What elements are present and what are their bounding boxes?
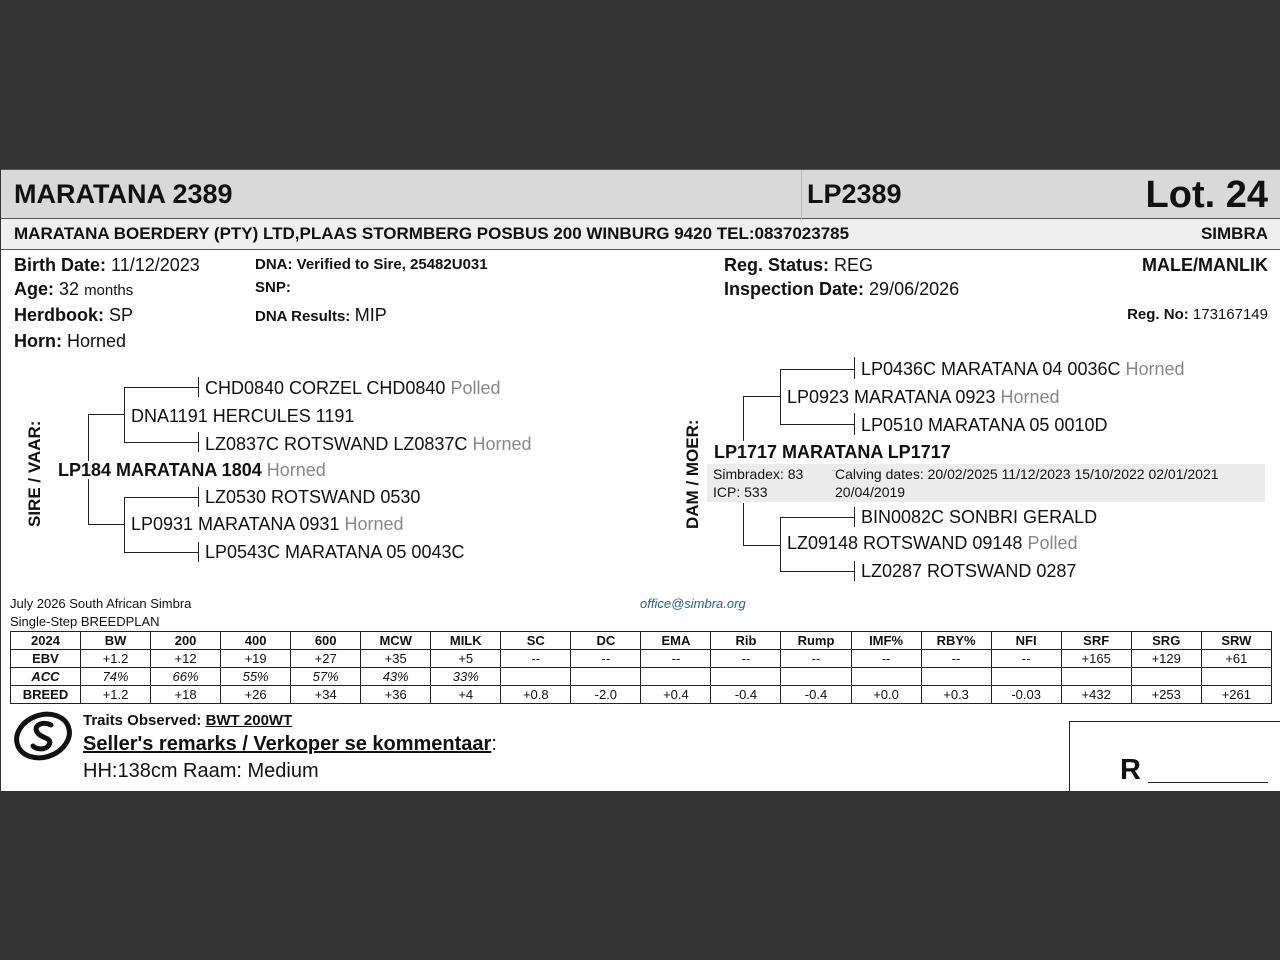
ebv-header-cell: MCW [361,632,431,650]
dna-results-value: MIP [354,305,387,325]
ebv-header-cell: SRG [1131,632,1201,650]
ebv-cell: +0.4 [641,686,711,704]
sire-ss-horn: Polled [450,378,501,398]
dna-results-label: DNA Results: [255,308,351,325]
lot-card [1,169,1280,791]
ebv-cell: +0.8 [501,686,571,704]
ebv-header-cell: 200 [151,632,221,650]
ebv-header-cell: BW [81,632,151,650]
dam-ss-horn: Horned [1125,359,1185,379]
age-value: 32 [59,279,80,299]
ebv-header-cell: Rib [711,632,781,650]
currency-label: R [1120,754,1141,786]
reg-no-label: Reg. No: [1127,306,1189,323]
sire-ss-name: CHD0840 CORZEL CHD0840 [205,378,446,398]
ebv-header-cell: 400 [221,632,291,650]
icp: ICP: 533 [713,484,768,500]
sire-ss [205,378,501,399]
sire-side-label: SIRE / VAAR: [25,420,44,527]
ebv-cell: 55% [221,668,291,686]
ebv-cell: +261 [1201,686,1271,704]
ebv-cell: +5 [431,650,501,668]
ebv-cell: -0.03 [991,686,1061,704]
inspection-date [724,279,959,300]
ebv-cell [991,668,1061,686]
table-row [11,686,1272,704]
simbra-logo-icon [13,709,73,761]
ebv-row-label: BREED [11,686,81,704]
ebv-cell: -- [641,650,711,668]
ebv-cell: -- [711,650,781,668]
sire-dd: LP0543C MARATANA 05 0043C [205,542,465,562]
reg-status [724,255,873,276]
dam-sire-horn: Horned [1000,387,1060,407]
dna-results [255,305,387,326]
ebv-cell [501,668,571,686]
ebv-cell [781,668,851,686]
birth-date [14,255,200,276]
herdbook-label: Herdbook: [14,305,104,325]
dam-dd: LZ0287 ROTSWAND 0287 [861,561,1077,581]
reg-status-label: Reg. Status: [724,255,830,275]
reg-status-value: REG [834,255,874,275]
traits-label: Traits Observed: [83,712,202,729]
sire-sd [205,434,532,455]
email-link[interactable]: office@simbra.org [640,596,746,611]
sire-sd-horn: Horned [472,434,532,454]
ebv-header-cell: SC [501,632,571,650]
dam-side-label: DAM / MOER: [683,419,702,529]
traits-value: BWT 200WT [205,712,293,729]
calving-dates-2: 20/04/2019 [835,484,906,500]
ebv-cell: +1.2 [81,650,151,668]
ebv-header-cell: NFI [991,632,1061,650]
ebv-cell [921,668,991,686]
ebv-header-cell: 2024 [11,632,81,650]
simbradex: Simbradex: 83 [713,466,804,482]
ebv-cell: -- [501,650,571,668]
sire-main-horn: Horned [266,460,326,480]
ebv-cell: -- [851,650,921,668]
sire-ds: LZ0530 ROTSWAND 0530 [205,487,421,507]
sex: MALE/MANLIK [1142,255,1268,275]
ebv-cell: +34 [291,686,361,704]
dam-sd: LP0510 MARATANA 05 0010D [861,415,1108,435]
dam-ds: BIN0082C SONBRI GERALD [861,507,1098,527]
ebv-cell: -- [921,650,991,668]
reg-no-value: 173167149 [1192,306,1268,323]
ebv-header-cell: IMF% [851,632,921,650]
sire-sire: DNA1191 HERCULES 1191 [131,406,355,426]
dam-ss-name: LP0436C MARATANA 04 0036C [861,359,1121,379]
ebv-cell: 33% [431,668,501,686]
lot-number: Lot. 24 [1145,174,1268,216]
ebv-cell [641,668,711,686]
sire-main-name: LP184 MARATANA 1804 [58,460,262,480]
horn-label: Horn: [14,331,62,351]
ebv-cell: -0.4 [781,686,851,704]
seller-remarks-heading [83,733,497,756]
inspection-date-label: Inspection Date: [724,279,865,299]
ebv-table [10,631,1272,704]
ebv-cell: +18 [151,686,221,704]
dam-main: LP1717 MARATANA LP1717 [714,442,951,462]
sire-sd-name: LZ0837C ROTSWAND LZ0837C [205,434,468,454]
dam-ss [861,359,1185,380]
owner-bar [1,219,1280,250]
age-label: Age: [14,279,54,299]
ebv-header-cell: EMA [641,632,711,650]
ebv-cell [1061,668,1131,686]
traits-observed [83,712,292,729]
dam-sire-name: LP0923 MARATANA 0923 [787,387,996,407]
table-row [11,650,1272,668]
ebv-cell: 57% [291,668,361,686]
ebv-header-cell: 600 [291,632,361,650]
ebv-cell: +19 [221,650,291,668]
price-line [1148,782,1268,783]
ebv-cell: +432 [1061,686,1131,704]
ebv-cell: +26 [221,686,291,704]
ebv-title-1: July 2026 South African Simbra [10,596,192,611]
seller-remarks-colon: : [491,733,497,755]
ebv-cell: -- [571,650,641,668]
dam-dam-name: LZ09148 ROTSWAND 09148 [787,533,1023,553]
age-unit: months [84,282,134,299]
animal-id: LP2389 [807,179,902,209]
seller-remarks-label: Seller's remarks / Verkoper se kommentaar [83,733,492,755]
ebv-cell: +27 [291,650,361,668]
table-row [11,668,1272,686]
ebv-row-label: EBV [11,650,81,668]
ebv-cell: +129 [1131,650,1201,668]
ebv-cell [711,668,781,686]
ebv-cell [571,668,641,686]
ebv-cell: +165 [1061,650,1131,668]
price-box [1069,721,1280,791]
ebv-cell: 66% [151,668,221,686]
ebv-cell [851,668,921,686]
ebv-cell: 74% [81,668,151,686]
ebv-cell: +4 [431,686,501,704]
calving-dates: Calving dates: 20/02/2025 11/12/2023 15/10/2022 02/01/2021 [835,466,1219,482]
ebv-cell [1201,668,1271,686]
ebv-header-cell: SRF [1061,632,1131,650]
sire-main [58,460,326,481]
herdbook [14,305,133,326]
sire-dam-horn: Horned [344,514,404,534]
sire-dam [131,514,404,535]
owner-text: MARATANA BOERDERY (PTY) LTD,PLAAS STORMBERG POSBUS 200 WINBURG 9420 TEL:0837023785 [14,224,850,243]
ebv-cell: -- [781,650,851,668]
dam-sire [787,387,1060,408]
ebv-cell: +253 [1131,686,1201,704]
seller-remarks: HH:138cm Raam: Medium [83,760,319,782]
ebv-header-cell: SRW [1201,632,1271,650]
ebv-header-cell: Rump [781,632,851,650]
birth-date-value: 11/12/2023 [111,255,200,275]
ebv-title-2: Single-Step BREEDPLAN [10,614,160,629]
ebv-cell: +36 [361,686,431,704]
breed-label: SIMBRA [1200,224,1268,243]
ebv-header-cell: RBY% [921,632,991,650]
ebv-cell: -2.0 [571,686,641,704]
snp: SNP: [255,279,291,296]
ebv-cell: 43% [361,668,431,686]
ebv-header-cell: DC [571,632,641,650]
ebv-cell: +61 [1201,650,1271,668]
ebv-cell: +12 [151,650,221,668]
reg-no [1127,306,1268,323]
horn-value: Horned [67,331,127,351]
ebv-header-cell: MILK [431,632,501,650]
header-bar [1,169,1280,219]
ebv-cell [1131,668,1201,686]
ebv-cell: +0.3 [921,686,991,704]
ebv-cell: +0.0 [851,686,921,704]
dam-dam [787,533,1078,554]
sire-dam-name: LP0931 MARATANA 0931 [131,514,340,534]
ebv-cell: +35 [361,650,431,668]
header-divider [801,170,802,219]
horn [14,331,126,352]
inspection-date-value: 29/06/2026 [869,279,960,299]
dam-dam-horn: Polled [1027,533,1078,553]
ebv-row-label: ACC [11,668,81,686]
birth-date-label: Birth Date: [14,255,107,275]
ebv-cell: -- [991,650,1061,668]
dna-verification: DNA: Verified to Sire, 25482U031 [255,256,488,273]
herdbook-value: SP [109,305,134,325]
ebv-cell: -0.4 [711,686,781,704]
age [14,279,133,300]
animal-name: MARATANA 2389 [14,179,233,209]
ebv-cell: +1.2 [81,686,151,704]
